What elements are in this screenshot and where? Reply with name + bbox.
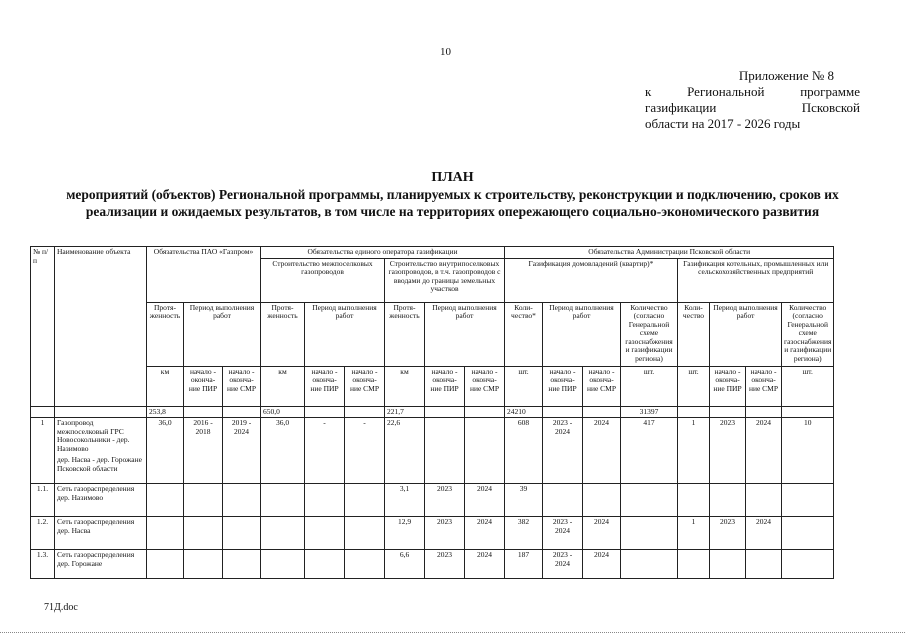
- appendix-line-2: [645, 84, 860, 100]
- document-title: ПЛАН: [431, 170, 474, 185]
- cell: [223, 517, 261, 550]
- cell: [621, 517, 678, 550]
- qty-plan-header: Количество (согласно Генеральной схеме газоснабжения и газификации региона): [621, 302, 678, 366]
- cell: [782, 550, 834, 579]
- totals-cell: [678, 406, 710, 418]
- cell: [147, 517, 184, 550]
- unit-sht: шт.: [678, 366, 710, 406]
- row-name: Сеть газораспределения дер. Назимово: [55, 484, 147, 517]
- row-name: [55, 418, 147, 484]
- totals-homes: 24210: [505, 406, 543, 418]
- cell: 382: [505, 517, 543, 550]
- period-header: Период выполнения работ: [305, 302, 385, 366]
- totals-cell: [31, 406, 55, 418]
- cell: [184, 550, 223, 579]
- gazprom-header: Обязательства ПАО «Газпром»: [147, 247, 261, 303]
- cell: [621, 484, 678, 517]
- file-name-footer: 71Д.doc: [44, 602, 78, 613]
- cell: [345, 484, 385, 517]
- table-row: [31, 484, 834, 517]
- operator-header: Обязательства единого оператора газификации: [261, 247, 505, 259]
- row-num: 1.3.: [31, 550, 55, 579]
- length-header: Протя-женность: [385, 302, 425, 366]
- cell: 12,9: [385, 517, 425, 550]
- appendix-note: [645, 68, 860, 132]
- row-name: Сеть газораспределения дер. Горожане: [55, 550, 147, 579]
- cell: 1: [678, 517, 710, 550]
- cell: 2023: [425, 550, 465, 579]
- cell: 2023: [710, 517, 746, 550]
- length-header: Протя-женность: [261, 302, 305, 366]
- page-number: 10: [440, 46, 451, 58]
- cell: 2024: [746, 517, 782, 550]
- appendix-word: программе: [800, 84, 860, 99]
- totals-row: [31, 406, 834, 418]
- period-header: Период выполнения работ: [425, 302, 505, 366]
- cell: 1: [678, 418, 710, 484]
- cell: [710, 484, 746, 517]
- unit-pir: начало - оконча-ние ПИР: [184, 366, 223, 406]
- cell: 39: [505, 484, 543, 517]
- unit-pir: начало - оконча-ние ПИР: [425, 366, 465, 406]
- scan-edge-divider: [0, 632, 905, 635]
- totals-cell: [223, 406, 261, 418]
- cell: [746, 484, 782, 517]
- appendix-line-3: [645, 100, 860, 116]
- table-row: [31, 550, 834, 579]
- cell: [345, 517, 385, 550]
- inter-header: Строительство межпоселковых газопроводов: [261, 258, 385, 302]
- cell: 2024: [583, 418, 621, 484]
- totals-cell: [305, 406, 345, 418]
- cell: [261, 517, 305, 550]
- cell: -: [305, 418, 345, 484]
- cell: 2024: [583, 517, 621, 550]
- period-header: Период выполнения работ: [184, 302, 261, 366]
- appendix-word: Региональной: [687, 84, 765, 99]
- row-name-line: Газопровод межпоселковый ГРС Новосокольники - дер. Назимово: [57, 418, 130, 453]
- unit-smr: начало - оконча-ние СМР: [465, 366, 505, 406]
- cell: [782, 517, 834, 550]
- cell: 2023: [425, 517, 465, 550]
- col-num-header: № п/п: [31, 247, 55, 407]
- unit-smr: начало - оконча-ние СМР: [345, 366, 385, 406]
- totals-gazprom-length: 253,8: [147, 406, 184, 418]
- cell: [710, 550, 746, 579]
- appendix-line-4: области на 2017 - 2026 годы: [645, 116, 801, 131]
- cell: [223, 550, 261, 579]
- header-row-3: [31, 302, 834, 366]
- homes-header: Газификация домовладений (квартир)*: [505, 258, 678, 302]
- totals-homes-plan: 31397: [621, 406, 678, 418]
- period-header: Период выполнения работ: [710, 302, 782, 366]
- cell: [678, 484, 710, 517]
- cell: 2023 - 2024: [543, 517, 583, 550]
- totals-operator-length: 650,0: [261, 406, 305, 418]
- unit-pir: начало - оконча-ние ПИР: [543, 366, 583, 406]
- cell: -: [345, 418, 385, 484]
- row-name-line: дер. Насва - дер. Горожане Псковской области: [57, 455, 142, 473]
- cell: [305, 484, 345, 517]
- count-header: Коли-чество: [678, 302, 710, 366]
- cell: [147, 484, 184, 517]
- admin-header: Обязательства Администрации Псковской области: [505, 247, 834, 259]
- cell: 608: [505, 418, 543, 484]
- row-num: 1.2.: [31, 517, 55, 550]
- appendix-word: газификации: [645, 100, 717, 115]
- unit-smr: начало - оконча-ние СМР: [583, 366, 621, 406]
- row-num: 1.1.: [31, 484, 55, 517]
- cell: [746, 550, 782, 579]
- cell: 2024: [465, 484, 505, 517]
- table-row: [31, 418, 834, 484]
- cell: [678, 550, 710, 579]
- cell: 2023: [710, 418, 746, 484]
- cell: 36,0: [261, 418, 305, 484]
- table-row: [31, 517, 834, 550]
- cell: [184, 517, 223, 550]
- units-row: [31, 366, 834, 406]
- cell: [621, 550, 678, 579]
- unit-km: км: [261, 366, 305, 406]
- cell: [543, 484, 583, 517]
- cell: [184, 484, 223, 517]
- cell: 6,6: [385, 550, 425, 579]
- cell: [261, 550, 305, 579]
- appendix-word: Псковской: [801, 100, 860, 115]
- unit-km: км: [385, 366, 425, 406]
- cell: 2024: [465, 517, 505, 550]
- cell: 2024: [746, 418, 782, 484]
- cell: 36,0: [147, 418, 184, 484]
- totals-cell: [583, 406, 621, 418]
- cell: [305, 550, 345, 579]
- intra-header: Строительство внутрипоселковых газопроводов, в т.ч. газопроводов с вводами до границы земельных участков: [385, 258, 505, 302]
- cell: 3,1: [385, 484, 425, 517]
- cell: 417: [621, 418, 678, 484]
- cell: [147, 550, 184, 579]
- cell: [305, 517, 345, 550]
- unit-smr: начало - оконча-ние СМР: [746, 366, 782, 406]
- unit-sht: шт.: [621, 366, 678, 406]
- unit-km: км: [147, 366, 184, 406]
- col-name-header: Наименование объекта: [55, 247, 147, 407]
- totals-cell: [425, 406, 465, 418]
- cell: [223, 484, 261, 517]
- cell: 2024: [465, 550, 505, 579]
- totals-cell: [746, 406, 782, 418]
- cell: [465, 418, 505, 484]
- cell: 187: [505, 550, 543, 579]
- cell: 2024: [583, 550, 621, 579]
- cell: 2019 - 2024: [223, 418, 261, 484]
- totals-intra-length: 221,7: [385, 406, 425, 418]
- header-row-1: [31, 247, 834, 259]
- plan-table: [30, 246, 834, 579]
- period-header: Период выполнения работ: [543, 302, 621, 366]
- totals-cell: [710, 406, 746, 418]
- unit-sht: шт.: [505, 366, 543, 406]
- unit-pir: начало - оконча-ние ПИР: [305, 366, 345, 406]
- row-num: 1: [31, 418, 55, 484]
- length-header: Протя-женность: [147, 302, 184, 366]
- cell: [583, 484, 621, 517]
- appendix-word: к: [645, 84, 652, 99]
- appendix-line-1: Приложение № 8: [738, 68, 834, 83]
- document-subtitle: мероприятий (объектов) Региональной программы, планируемых к строительству, реконструкции и подключению, сроков их реализации и ожидаемых результатов, в том числе на территориях опережающего социально-экономического развития: [66, 187, 839, 219]
- cell: 2023 - 2024: [543, 418, 583, 484]
- totals-cell: [782, 406, 834, 418]
- cell: 2023 - 2024: [543, 550, 583, 579]
- cell: 22,6: [385, 418, 425, 484]
- cell: [345, 550, 385, 579]
- qty-plan-header: Количество (согласно Генеральной схеме газоснабжения и газификации региона): [782, 302, 834, 366]
- unit-smr: начало - оконча-ние СМР: [223, 366, 261, 406]
- totals-cell: [55, 406, 147, 418]
- cell: [782, 484, 834, 517]
- totals-cell: [465, 406, 505, 418]
- totals-cell: [543, 406, 583, 418]
- unit-pir: начало - оконча-ние ПИР: [710, 366, 746, 406]
- unit-sht: шт.: [782, 366, 834, 406]
- cell: 10: [782, 418, 834, 484]
- count-header: Коли-чество*: [505, 302, 543, 366]
- cell: 2023: [425, 484, 465, 517]
- cell: [425, 418, 465, 484]
- cell: [261, 484, 305, 517]
- row-name: Сеть газораспределения дер. Насва: [55, 517, 147, 550]
- totals-cell: [345, 406, 385, 418]
- boilers-header: Газификация котельных, промышленных или сельскохозяйственных предприятий: [678, 258, 834, 302]
- totals-cell: [184, 406, 223, 418]
- cell: 2016 - 2018: [184, 418, 223, 484]
